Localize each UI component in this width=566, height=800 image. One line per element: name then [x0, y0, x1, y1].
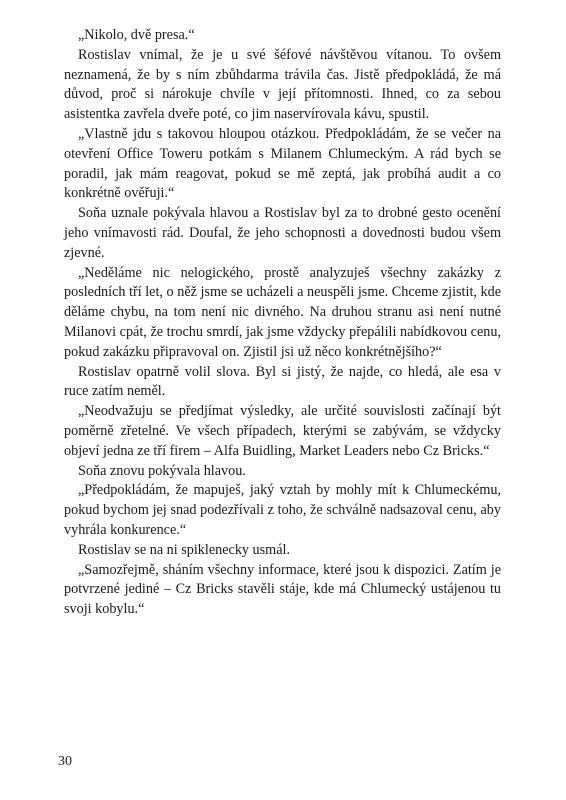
paragraph: Rostislav opatrně volil slova. Byl si jistý, že najde, co hledá, ale esa v ruce zatím neměl.	[64, 363, 501, 400]
paragraph: Rostislav vnímal, že je u své šéfové návštěvou vítanou. To ovšem neznamená, že by s ním zbůhdarma trávila čas. Jistě předpokládá, že má důvod, proč si nárokuje chvíle v její přítomnosti. Ihned, co za sebou asistentka zavřela dveře poté, co jim naservírovala kávu, spustil.	[64, 46, 501, 123]
paragraph: „Předpokládám, že mapuješ, jaký vztah by mohly mít k Chlumeckému, pokud bychom jej snad podezřívali z toho, že schválně nadsazoval cenu, aby vyhrála konkurence.“	[64, 482, 501, 538]
paragraph: „Samozřejmě, sháním všechny informace, které jsou k dispozici. Zatím je potvrzené jediné – Cz Bricks stavěli stáje, kde má Chlumecký ustájenou tu svoji kobylu.“	[64, 561, 501, 618]
paragraph: Soňa uznale pokývala hlavou a Rostislav byl za to drobné gesto ocenění jeho vnímavosti rád. Doufal, že jeho schopnosti a dovednosti budou všem zjevné.	[64, 205, 501, 261]
paragraph: „Neděláme nic nelogického, prostě analyzuješ všechny zakázky z posledních tří let, o něž jsme se ucházeli a neuspěli jsme. Chceme zjistit, kde děláme chybu, na tom není nic divného. Na druhou stranu asi není nutné Milanovi cpát, že trochu smrdí, jak jsme vždycky přepálili nabídkovou cenu, pokud zakázku připravoval on. Zjistil jsi už něco konkrétnějšího?“	[64, 264, 501, 360]
paragraph: Soňa znovu pokývala hlavou.	[78, 462, 246, 479]
paragraph: „Neodvažuju se předjímat výsledky, ale určité souvislosti začínají být poměrně zřetelné. Ve všech případech, kterými se zabývám, se vždycky objeví jedna ze tří firem – Alfa Buidling, Market Leaders nebo Cz Bricks.“	[64, 403, 501, 459]
paragraph: „Nikolo, dvě presa.“	[78, 27, 195, 43]
paragraph: „Vlastně jdu s takovou hloupou otázkou. Předpokládám, že se večer na otevření Office Toweru potkám s Milanem Chlumeckým. A rád bych se poradil, jak mám reagovat, pokud se mě zeptá, jak probíhá audit a co konkrétně ověřuji.“	[64, 125, 501, 202]
paragraph: Rostislav se na ni spiklenecky usmál.	[78, 541, 290, 558]
page-body	[64, 26, 501, 620]
page-number: 30	[58, 754, 72, 769]
